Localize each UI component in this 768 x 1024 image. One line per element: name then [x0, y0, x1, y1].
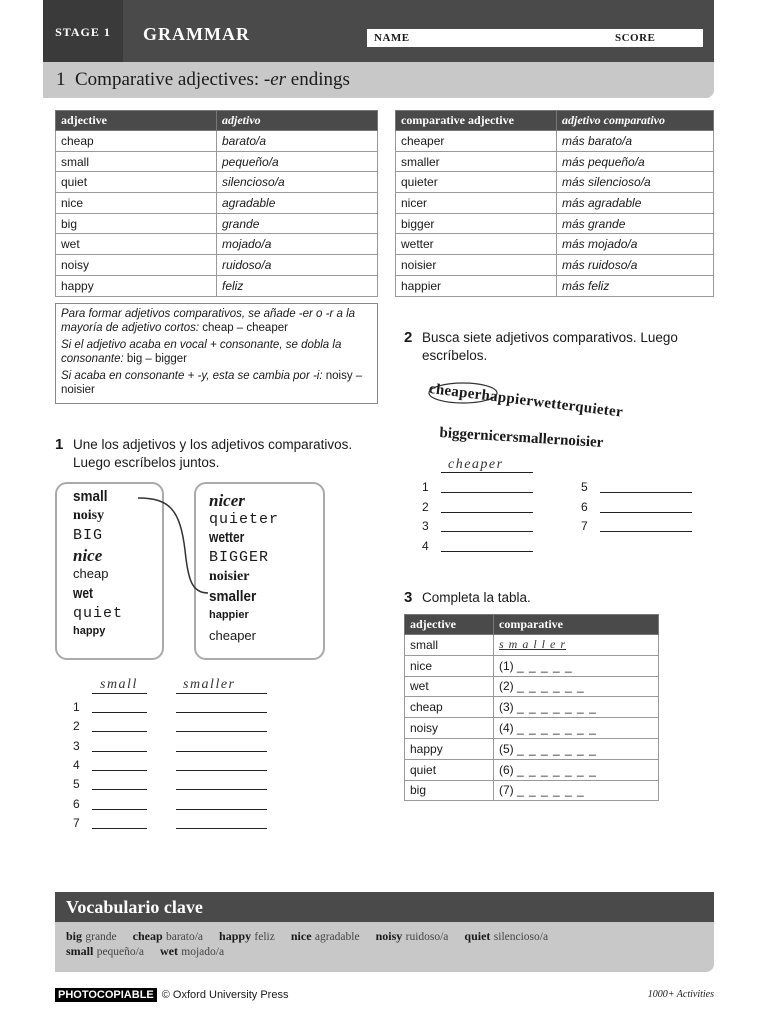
answer-blanks: _ _ _ _ _ _ _ — [517, 700, 597, 715]
vocab-title: Vocabulario clave — [55, 892, 714, 922]
table-cell: smaller — [396, 151, 557, 172]
table-cell: más agradable — [557, 193, 714, 214]
table-cell: mojado/a — [217, 234, 378, 255]
vocab-english: nice — [290, 929, 312, 943]
adjective-table — [55, 110, 378, 297]
example-answer: cheaper — [448, 457, 504, 472]
table-row — [56, 151, 378, 172]
table-cell: wetter — [396, 234, 557, 255]
word-bigger: BIGGER — [209, 549, 270, 566]
word-snake-2: biggernicersmallernoisier — [439, 425, 604, 451]
answer-line[interactable] — [92, 770, 147, 771]
word-quiet: quiet — [73, 605, 124, 622]
answer-line — [92, 693, 147, 694]
table-row — [396, 213, 714, 234]
answer-blanks: _ _ _ _ _ _ _ — [517, 762, 597, 777]
adjective-cell: small — [405, 635, 494, 656]
score-label: SCORE — [615, 32, 656, 44]
line-number: 3 — [422, 519, 429, 533]
answer-line[interactable] — [92, 751, 147, 752]
word-small: small — [73, 488, 108, 505]
answer-line[interactable] — [600, 512, 692, 513]
word-snake-text: cheaperhappierwetterquieter — [428, 381, 624, 421]
example-answer: small — [100, 677, 138, 692]
line-number: 2 — [422, 499, 429, 514]
table-header: adjetivo — [217, 111, 378, 131]
vocab-english: wet — [159, 944, 178, 958]
comparative-table — [395, 110, 714, 297]
table-row — [405, 697, 659, 718]
answer-line[interactable] — [176, 828, 267, 829]
table-row — [396, 234, 714, 255]
line-number: 1 — [73, 700, 80, 714]
answer-line[interactable] — [600, 531, 692, 532]
rule-text: Si acaba en consonante + -y, esta se cambia por -i: — [61, 370, 323, 382]
answer-line[interactable] — [92, 731, 147, 732]
table-row — [56, 193, 378, 214]
word-wetter: wetter — [209, 529, 245, 546]
adjective-cell: noisy — [405, 718, 494, 739]
answer-line — [176, 693, 267, 694]
answer-line[interactable] — [92, 712, 147, 713]
vocab-spanish: feliz — [254, 931, 275, 943]
answer-line[interactable] — [92, 789, 147, 790]
answer-line[interactable] — [176, 789, 267, 790]
table-cell: happy — [56, 275, 217, 296]
table-cell: small — [56, 151, 217, 172]
answer-number: (4) — [499, 721, 514, 736]
answer-cell[interactable] — [494, 697, 659, 718]
answer-number: (2) — [499, 679, 514, 694]
word-cheaper: cheaper — [209, 628, 256, 643]
table-row — [405, 738, 659, 759]
rule-example: cheap – cheaper — [199, 322, 288, 334]
adjective-cell: cheap — [405, 697, 494, 718]
exercise-number: 1 — [55, 436, 64, 453]
table-row — [405, 780, 659, 801]
table-row — [405, 759, 659, 780]
table-cell: más grande — [557, 213, 714, 234]
vocab-spanish: mojado/a — [181, 946, 225, 958]
line-number: 1 — [422, 480, 429, 494]
word-nice: nice — [73, 546, 103, 565]
table-row — [56, 275, 378, 296]
table-row — [396, 151, 714, 172]
answer-cell[interactable] — [494, 655, 659, 676]
table-row — [405, 718, 659, 739]
table-row — [56, 213, 378, 234]
table-cell: noisier — [396, 255, 557, 276]
table-cell: pequeño/a — [217, 151, 378, 172]
exercise-instruction: Busca siete adjetivos comparativos. Luego escríbelos. — [422, 330, 678, 363]
rule-text: Para formar adjetivos comparativos, se añade -er o -r a la mayoría de adjetivo cortos: — [61, 308, 356, 334]
table-row — [405, 676, 659, 697]
table-cell: nice — [56, 193, 217, 214]
rule-example: noisy – noisier — [61, 370, 363, 396]
answer-blanks: _ _ _ _ _ — [517, 658, 573, 673]
rule-box — [55, 303, 378, 404]
table-header: comparative — [494, 615, 659, 635]
answer-line[interactable] — [176, 770, 267, 771]
answer-blanks: _ _ _ _ _ _ — [517, 783, 585, 798]
line-number: 5 — [581, 480, 588, 494]
vocab-spanish: barato/a — [166, 931, 204, 943]
line-number: 5 — [73, 777, 80, 792]
word-smaller: smaller — [209, 588, 257, 605]
answer-line[interactable] — [92, 828, 147, 829]
word-wet: wet — [73, 585, 94, 602]
answer-number: (6) — [499, 762, 514, 777]
exercise-instruction: Une los adjetivos y los adjetivos comparativos. Luego escríbelos juntos. — [73, 437, 353, 470]
vocab-english: happy — [219, 929, 252, 943]
example-answer: smaller — [183, 677, 236, 692]
table-cell: wet — [56, 234, 217, 255]
word-noisier: noisier — [209, 569, 250, 584]
vocab-english: big — [66, 929, 83, 943]
adjective-cell: nice — [405, 655, 494, 676]
line-number: 4 — [73, 757, 80, 772]
rule-text: Si el adjetivo acaba en vocal + consonante, se dobla la consonante: — [61, 339, 342, 365]
table-cell: quiet — [56, 172, 217, 193]
vocab-spanish: pequeño/a — [96, 946, 144, 958]
adjective-cell: big — [405, 780, 494, 801]
line-number: 6 — [73, 796, 80, 811]
vocab-spanish: silencioso/a — [493, 931, 549, 943]
answer-line[interactable] — [600, 492, 692, 493]
answer-line[interactable] — [176, 712, 267, 713]
table-row — [405, 635, 659, 656]
table-cell: bigger — [396, 213, 557, 234]
line-number: 6 — [581, 499, 588, 514]
stage-label: STAGE 1 — [43, 0, 123, 65]
answer-line[interactable] — [176, 809, 267, 810]
publisher-text: © Oxford University Press — [161, 989, 289, 1001]
example-comparative: s m a l l e r — [494, 635, 659, 656]
answer-blanks: _ _ _ _ _ _ — [517, 679, 585, 694]
word-nicer: nicer — [209, 491, 245, 510]
answer-number: (5) — [499, 741, 514, 756]
answer-blanks: _ _ _ _ _ _ _ — [517, 741, 597, 756]
table-cell: más ruidoso/a — [557, 255, 714, 276]
table-cell: silencioso/a — [217, 172, 378, 193]
answer-line[interactable] — [92, 809, 147, 810]
section-number: 1 — [56, 69, 66, 90]
rule-example: big – bigger — [123, 353, 187, 365]
vocab-spanish: ruidoso/a — [405, 931, 449, 943]
table-row — [396, 172, 714, 193]
answer-line — [441, 472, 533, 473]
vocab-english: quiet — [464, 929, 491, 943]
table-cell: agradable — [217, 193, 378, 214]
line-number: 7 — [73, 815, 80, 830]
table-header: adjective — [405, 615, 494, 635]
answer-line[interactable] — [176, 731, 267, 732]
word-big: BIG — [73, 527, 104, 544]
section-title-suffix: -er — [263, 69, 287, 90]
vocab-english: noisy — [375, 929, 403, 943]
line-number: 2 — [73, 719, 80, 734]
table-cell: más feliz — [557, 275, 714, 296]
table-row — [396, 255, 714, 276]
table-cell: ruidoso/a — [217, 255, 378, 276]
page-title: GRAMMAR — [143, 24, 250, 44]
table-cell: grande — [217, 213, 378, 234]
table-cell: feliz — [217, 275, 378, 296]
table-cell: quieter — [396, 172, 557, 193]
answer-line[interactable] — [176, 751, 267, 752]
vocab-spanish: grande — [85, 931, 117, 943]
answer-line[interactable] — [441, 512, 533, 513]
table-cell: cheap — [56, 131, 217, 152]
answer-cell[interactable] — [494, 718, 659, 739]
exercise-instruction: Completa la tabla. — [422, 590, 531, 605]
exercise-number: 2 — [404, 329, 413, 346]
completion-table — [404, 614, 659, 801]
line-number: 4 — [422, 538, 429, 553]
word-quieter: quieter — [209, 511, 280, 528]
adjective-cell: wet — [405, 676, 494, 697]
table-cell: big — [56, 213, 217, 234]
answer-number: (3) — [499, 700, 514, 715]
line-number: 7 — [581, 519, 588, 533]
table-cell: más silencioso/a — [557, 172, 714, 193]
vocab-spanish: agradable — [314, 931, 360, 943]
section-title-text: Comparative adjectives: — [75, 69, 264, 90]
footer — [55, 988, 288, 1002]
answer-number: (1) — [499, 658, 514, 673]
vocab-list — [55, 922, 714, 972]
table-row — [56, 131, 378, 152]
answer-cell[interactable] — [494, 759, 659, 780]
table-cell: cheaper — [396, 131, 557, 152]
exercise-number: 3 — [404, 589, 413, 606]
right-word-list — [209, 491, 314, 651]
table-cell: happier — [396, 275, 557, 296]
section-title — [56, 69, 350, 91]
answer-cell[interactable] — [494, 780, 659, 801]
table-header: comparative adjective — [396, 111, 557, 131]
answer-line[interactable] — [441, 531, 533, 532]
adjective-cell: quiet — [405, 759, 494, 780]
table-row — [405, 655, 659, 676]
table-row — [396, 193, 714, 214]
left-word-list — [73, 488, 153, 648]
name-label: NAME — [374, 32, 410, 44]
answer-blanks: _ _ _ _ _ _ _ — [517, 721, 597, 736]
table-header: adjective — [56, 111, 217, 131]
word-noisy: noisy — [73, 508, 105, 523]
table-row — [396, 275, 714, 296]
answer-number: (7) — [499, 783, 514, 798]
table-cell: nicer — [396, 193, 557, 214]
vocab-english: small — [66, 944, 94, 958]
photocopiable-badge: PHOTOCOPIABLE — [55, 988, 157, 1002]
table-cell: más pequeño/a — [557, 151, 714, 172]
table-cell: barato/a — [217, 131, 378, 152]
activities-label: 1000+ Activities — [647, 989, 714, 1000]
answer-cell[interactable] — [494, 738, 659, 759]
answer-line[interactable] — [441, 492, 533, 493]
section-title-end: endings — [286, 69, 350, 90]
answer-line[interactable] — [441, 551, 533, 552]
adjective-cell: happy — [405, 738, 494, 759]
word-happier: happier — [209, 609, 249, 621]
vocab-english: cheap — [132, 929, 163, 943]
table-cell: noisy — [56, 255, 217, 276]
table-cell: más barato/a — [557, 131, 714, 152]
line-number: 3 — [73, 738, 80, 753]
table-row — [56, 255, 378, 276]
table-header: adjetivo comparativo — [557, 111, 714, 131]
table-cell: más mojado/a — [557, 234, 714, 255]
table-row — [56, 234, 378, 255]
table-row — [56, 172, 378, 193]
word-happy: happy — [73, 625, 106, 637]
word-cheap: cheap — [73, 566, 109, 581]
answer-cell[interactable] — [494, 676, 659, 697]
table-row — [396, 131, 714, 152]
